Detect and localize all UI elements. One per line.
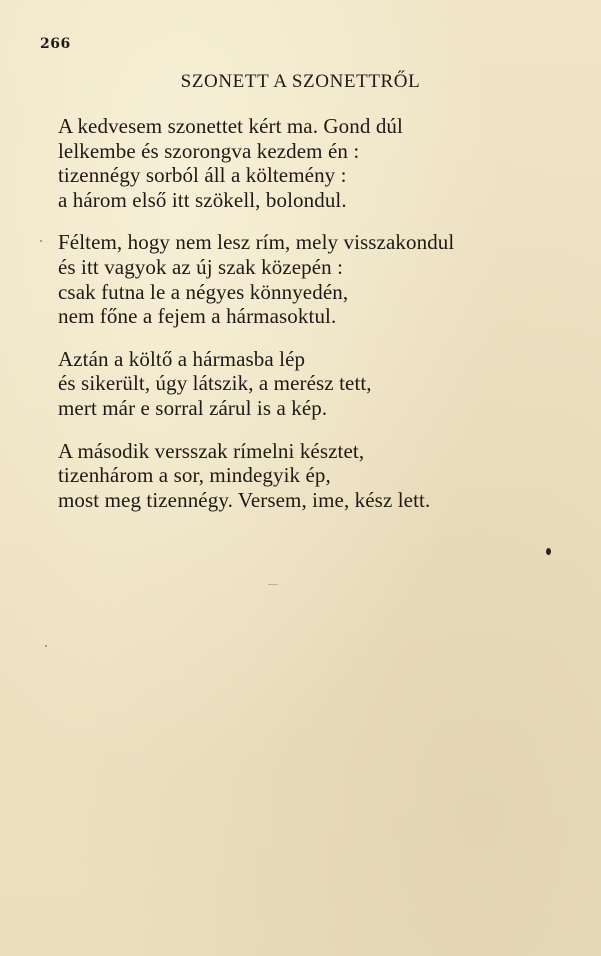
ink-speck — [45, 645, 47, 647]
poem-line: tizennégy sorból áll a költemény : — [58, 163, 347, 188]
page-number: 266 — [40, 36, 71, 52]
stanza-2 — [58, 230, 578, 328]
poem-line: A második versszak rímelni késztet, — [58, 438, 365, 463]
poem-line: A kedvesem szonettet kért ma. Gond dúl — [58, 114, 403, 138]
poem-line: és sikerült, úgy látszik, a merész tett, — [58, 371, 372, 396]
poem-line: csak futna le a négyes könnyedén, — [58, 279, 349, 304]
ink-speck — [546, 548, 551, 555]
ink-speck — [268, 584, 278, 585]
poem-body — [58, 114, 578, 530]
poem-line: és itt vagyok az új szak közepén : — [58, 254, 344, 279]
poem-line: nem főne a fejem a hármasoktul. — [58, 304, 337, 329]
poem-line: tizenhárom a sor, mindegyik ép, — [58, 463, 331, 488]
poem-line: mert már e sorral zárul is a kép. — [58, 395, 328, 420]
stanza-1 — [58, 114, 578, 212]
poem-line: lelkembe és szorongva kezdem én : — [58, 138, 360, 163]
poem-line: Féltem, hogy nem lesz rím, mely visszakondul — [58, 230, 455, 255]
poem-line: a három első itt szökell, bolondul. — [58, 187, 347, 212]
stanza-3 — [58, 347, 578, 421]
stanza-4 — [58, 439, 578, 513]
ink-speck — [40, 240, 42, 242]
poem-line: most meg tizennégy. Versem, ime, kész lett. — [58, 487, 431, 512]
poem-title: SZONETT A SZONETTRŐL — [180, 71, 421, 92]
poem-line: Aztán a költő a hármasba lép — [58, 346, 306, 371]
